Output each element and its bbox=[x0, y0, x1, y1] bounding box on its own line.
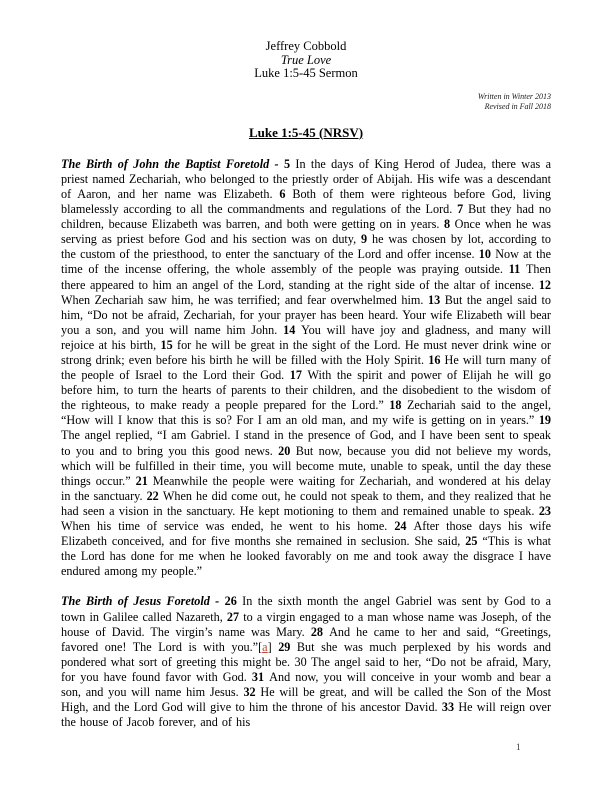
revised-date: Revised in Fall 2018 bbox=[484, 101, 551, 111]
verse-number: 24 bbox=[394, 519, 414, 534]
verse-number: 7 bbox=[457, 202, 469, 217]
verse-text: With the spirit and power of Elijah he will go before him, to turn the hearts of parents to their children, and the disobedient to the wisdom of the righteous, to make ready a people prepared for the Lord.” bbox=[61, 368, 551, 413]
scripture-body bbox=[61, 157, 551, 730]
verse-number: 15 bbox=[160, 337, 178, 352]
verse-text: But she was much perplexed by his words and pondered what sort of greeting this might be. 30 The angel said to her, “Do not be afraid, Mary, for you have found favor with God. bbox=[61, 639, 552, 684]
verse-text: Once when he was serving as priest before God and his section was on duty, bbox=[61, 217, 551, 247]
verse-text: When Zechariah saw him, he was terrified; and fear overwhelmed him. bbox=[61, 292, 428, 307]
footnote-link[interactable]: a bbox=[262, 639, 268, 654]
revision-note bbox=[61, 92, 551, 112]
verse-number: 14 bbox=[283, 322, 302, 337]
document-header bbox=[61, 40, 551, 81]
verse-text: But the angel said to him, “Do not be afraid, Zechariah, for your prayer has been heard. Your wife Elizabeth will bear you a son, and you will name him John. bbox=[61, 292, 552, 337]
sermon-series-title: True Love bbox=[280, 52, 332, 67]
author-name: Jeffrey Cobbold bbox=[265, 39, 347, 53]
verse-number: 5 bbox=[283, 156, 296, 171]
verse-text: Zechariah said to the angel, “How will I know that this is so? For I am an old man, and my wife is getting on in years.” bbox=[61, 398, 552, 428]
scripture-paragraph-birth-of-john bbox=[61, 157, 551, 580]
verse-number: 11 bbox=[508, 262, 526, 277]
verse-text: he was chosen by lot, according to the custom of the priesthood, to enter the sanctuary of the Lord and offer incense. bbox=[61, 232, 552, 262]
verse-number: 25 bbox=[465, 534, 483, 549]
verse-text: Now at the time of the incense offering, the whole assembly of the people was praying outside. bbox=[61, 247, 552, 277]
scripture-heading: Luke 1:5-45 (NRSV) bbox=[248, 124, 364, 140]
scripture-paragraph-birth-of-jesus bbox=[61, 594, 551, 730]
verse-number: 21 bbox=[135, 473, 153, 488]
verse-text: The angel replied, “I am Gabriel. I stand in the presence of God, and I have been sent to speak to you and to bring you this good news. bbox=[61, 428, 551, 458]
verse-number: 13 bbox=[427, 292, 445, 307]
sermon-scripture-subtitle: Luke 1:5-45 Sermon bbox=[254, 66, 358, 81]
verse-text: But now, because you did not believe my words, which will be fulfilled in their time, you will become mute, unable to speak, until the day these things occur.” bbox=[61, 443, 551, 488]
verse-number: 8 bbox=[443, 217, 455, 232]
verse-text: He will turn many of the people of Israel to the Lord their God. bbox=[61, 353, 551, 383]
verse-text: But they had no children, because Elizabeth was barren, and both were getting on in years. bbox=[61, 202, 552, 232]
verse-text: In the sixth month the angel Gabriel was sent by God to a town in Galilee called Nazareth, bbox=[61, 594, 552, 624]
verse-number: 10 bbox=[478, 247, 496, 262]
verse-text: for he will be great in the sight of the Lord. He must never drink wine or strong drink; even before his birth he will be filled with the Holy Spirit. bbox=[61, 337, 551, 367]
verse-number: 6 bbox=[279, 186, 293, 201]
verse-text: And he came to her and said, “Greetings, favored one! The Lord is with you.” bbox=[61, 624, 552, 654]
verse-text: And now, you will conceive in your womb and bear a son, and you will name him Jesus. bbox=[61, 669, 551, 699]
verse-text: Then there appeared to him an angel of the Lord, standing at the right side of the altar of incense. bbox=[61, 262, 552, 292]
verse-number: 23 bbox=[538, 503, 551, 518]
verse-text: to a virgin engaged to a man whose name was Joseph, of the house of David. The virgin’s name was Mary. bbox=[61, 609, 551, 639]
verse-number: 9 bbox=[361, 232, 372, 247]
verse-number: 32 bbox=[243, 684, 261, 699]
verse-text: You will have joy and gladness, and many will rejoice at his birth, bbox=[61, 322, 551, 352]
verse-text: ] bbox=[267, 639, 279, 654]
verse-number: 18 bbox=[389, 398, 407, 413]
verse-number: 33 bbox=[441, 700, 459, 715]
verse-number: 27 bbox=[226, 609, 244, 624]
verse-number: 19 bbox=[538, 413, 551, 428]
written-date: Written in Winter 2013 bbox=[477, 91, 551, 101]
verse-number: 17 bbox=[289, 368, 308, 383]
verse-text: Meanwhile the people were waiting for Zechariah, and wondered at his delay in the sanctuary. bbox=[61, 473, 551, 503]
verse-number: 29 bbox=[278, 639, 297, 654]
verse-text: When he did come out, he could not speak to them, and they realized that he had seen a vision in the sanctuary. He kept motioning to them and remained unable to speak. bbox=[61, 488, 552, 518]
verse-text: Both of them were righteous before God, living blamelessly according to all the commandments and regulations of the Lord. bbox=[61, 186, 552, 217]
page-number: 1 bbox=[516, 742, 521, 752]
verse-text: [ bbox=[258, 639, 263, 654]
verse-text: When his time of service was ended, he went to his home. bbox=[61, 519, 395, 534]
verse-number: 28 bbox=[310, 624, 330, 639]
verse-number: 16 bbox=[428, 353, 445, 367]
verse-number: 31 bbox=[251, 669, 270, 684]
verse-text: After those days his wife Elizabeth conceived, and for five months she remained in seclusion. She said, bbox=[61, 519, 551, 549]
verse-text: “This is what the Lord has done for me when he looked favorably on me and took away the disgrace I have endured among my people.” bbox=[61, 534, 551, 579]
verse-number: 26 bbox=[224, 594, 243, 609]
section-title: The Birth of Jesus Foretold - bbox=[61, 594, 225, 609]
verse-number: 12 bbox=[538, 277, 551, 292]
section-title: The Birth of John the Baptist Foretold - bbox=[61, 156, 284, 171]
verse-number: 20 bbox=[278, 443, 296, 458]
verse-number: 22 bbox=[146, 488, 163, 503]
verse-text: He will reign over the house of Jacob forever, and of his bbox=[61, 700, 552, 730]
verse-text: He will be great, and will be called the Son of the Most High, and the Lord God will give to him the throne of his ancestor David. bbox=[61, 684, 552, 715]
verse-text: In the days of King Herod of Judea, there was a priest named Zechariah, who belonged to the priestly order of Abijah. His wife was a descendant of Aaron, and her name was Elizabeth. bbox=[61, 156, 551, 201]
